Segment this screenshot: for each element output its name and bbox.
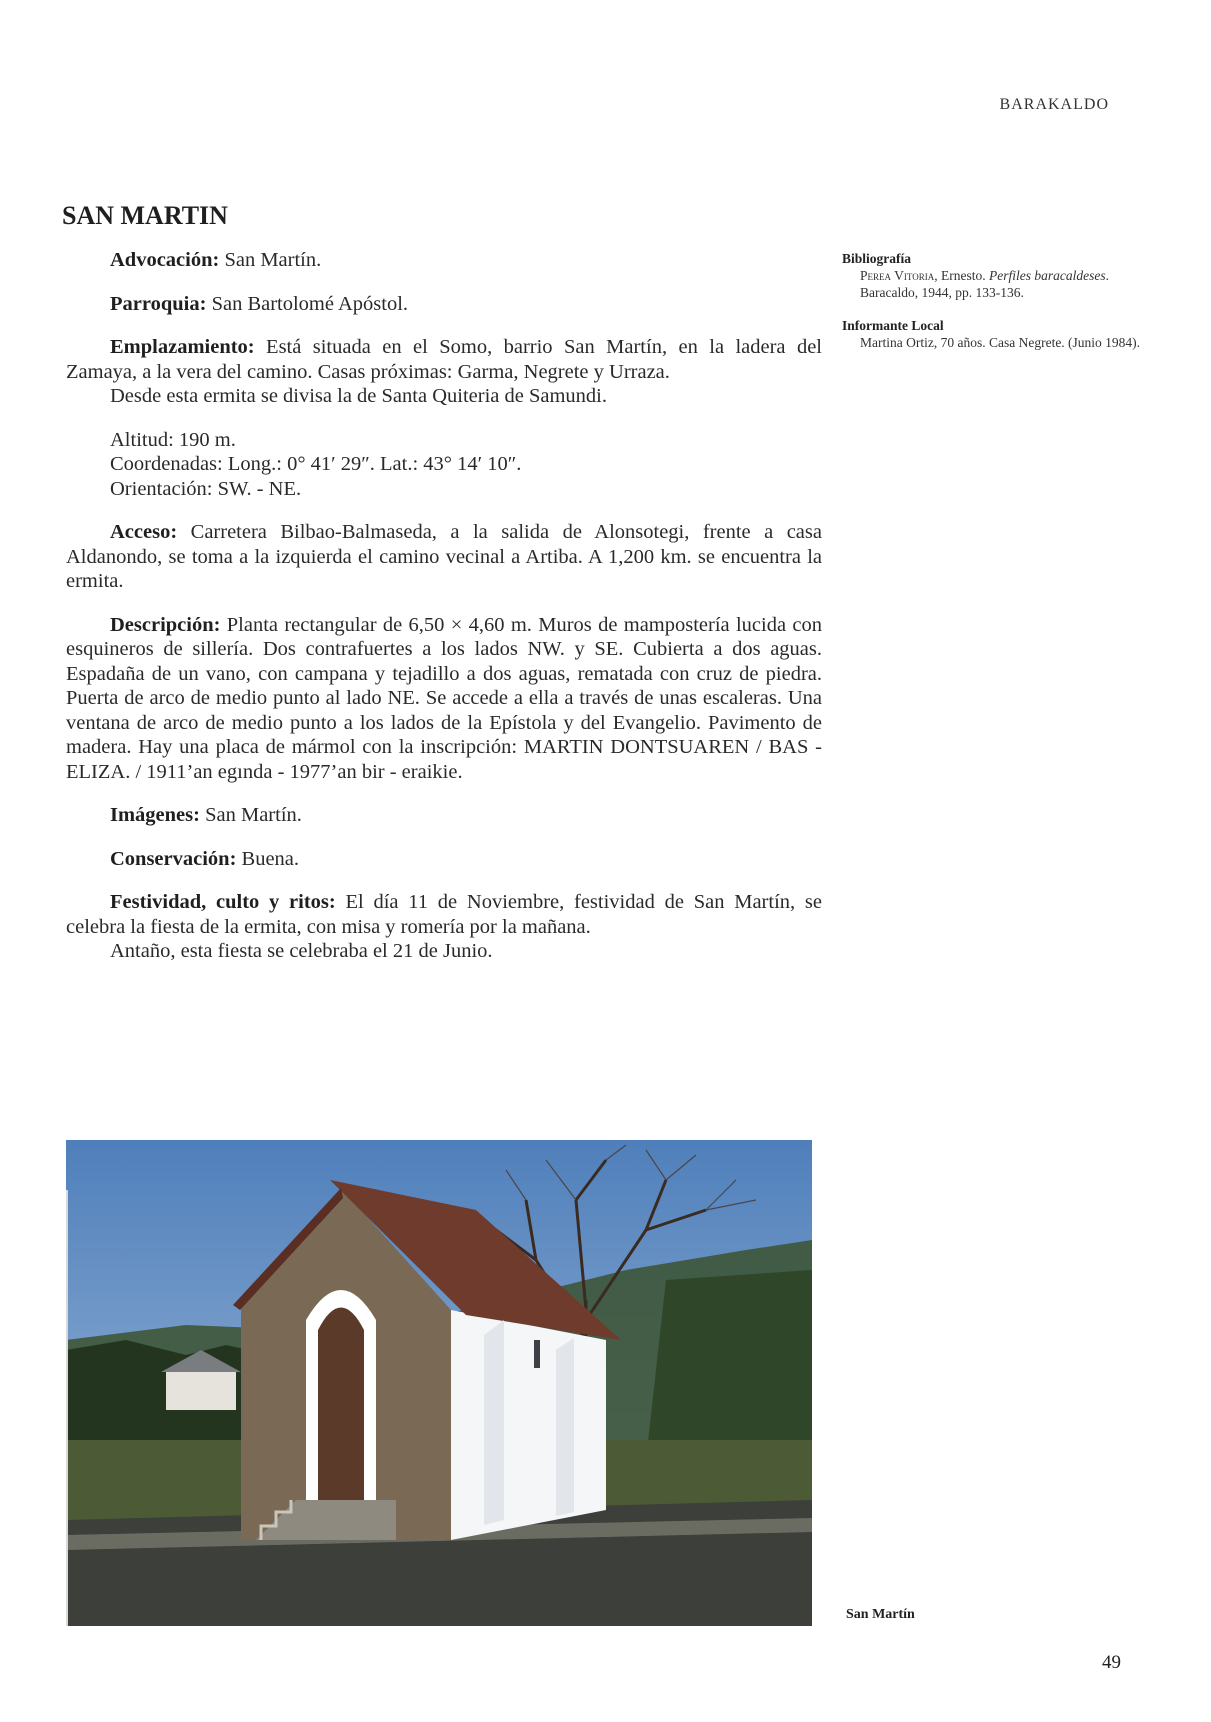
bibliografia-work: Perfiles baracaldeses: [988, 268, 1106, 283]
page-title: SAN MARTIN: [62, 201, 228, 230]
descripcion-paragraph: [66, 613, 822, 785]
bibliografia-rest: . Baracaldo, 1944, pp. 133-136.: [860, 268, 1109, 300]
parroquia-value: San Bartolomé Apóstol.: [211, 292, 409, 315]
bibliografia-entry: [842, 267, 1142, 301]
festividad-paragraph: [66, 890, 822, 939]
emplazamiento-extra: Desde esta ermita se divisa la de Santa Quiteria de Samundi.: [110, 385, 607, 407]
festividad-label: Festividad, culto y ritos:: [110, 891, 336, 913]
advocacion-label: Advocación:: [110, 249, 220, 271]
festividad-extra: Antaño, esta fiesta se celebraba el 21 de Junio.: [110, 940, 493, 962]
advocacion-line: [66, 248, 822, 273]
emplazamiento-paragraph: [66, 335, 822, 384]
festividad-value: El día 11 de Noviembre, festividad de San Martín, se celebra la fiesta de la ermita, con misa y romería por la mañana.: [66, 891, 822, 938]
emplazamiento-label: Emplazamiento:: [110, 336, 255, 358]
sidebar-notes: [842, 250, 1142, 351]
bibliografia-author: Perea Vitoria: [860, 268, 935, 283]
descripcion-value: Planta rectangular de 6,50 × 4,60 m. Muros de mampostería lucida con esquineros de sillería. Dos contrafuertes a los lados NW. y SE. Cubierta a dos aguas. Espadaña de un vano, con campana y tejadillo a dos aguas, rematada con cruz de piedra. Puerta de arco de medio punto al lado NE. Se accede a ella a través de unas escaleras. Una ventana de arco de medio punto a los lados de la Epístola y del Evangelio. Pavimento de madera. Hay una placa de mármol con la inscripción: MARTIN DONTSUAREN / BAS - ELIZA. / 1911’an egında - 1977’an bir - eraikie.: [66, 613, 822, 783]
orientacion-line: Orientación: SW. - NE.: [110, 477, 302, 500]
emplazamiento-value: Está situada en el Somo, barrio San Martín, en la ladera del Zamaya, a la vera del camino. Casas próximas: Garma, Negrete y Urraza.: [66, 336, 822, 383]
imagenes-value: San Martín.: [205, 804, 302, 826]
conservacion-value: Buena.: [241, 847, 300, 870]
page-number: 49: [1102, 1652, 1121, 1673]
descripcion-label: Descripción:: [110, 613, 221, 636]
hermitage-photo: [66, 1140, 812, 1626]
imagenes-label: Imágenes:: [110, 804, 200, 826]
conservacion-label: Conservación:: [110, 847, 237, 870]
running-head: BARAKALDO: [999, 96, 1109, 113]
conservacion-line: [66, 847, 822, 872]
acceso-paragraph: [66, 520, 822, 594]
informante-heading: Informante Local: [842, 318, 944, 333]
altitud-line: Altitud: 190 m.: [110, 428, 236, 451]
coordenadas-line: Coordenadas: Long.: 0° 41′ 29″. Lat.: 43° 14′ 10″.: [110, 453, 522, 475]
parroquia-label: Parroquia:: [110, 292, 207, 315]
main-text: [66, 248, 822, 964]
photo-caption: San Martín: [846, 1607, 915, 1622]
imagenes-line: [66, 803, 822, 828]
parroquia-line: [66, 292, 822, 317]
advocacion-value: San Martín.: [224, 249, 322, 271]
bibliografia-author-rest: , Ernesto.: [934, 268, 986, 283]
acceso-label: Acceso:: [110, 521, 178, 543]
acceso-value: Carretera Bilbao-Balmaseda, a la salida de Alonsotegi, frente a casa Aldanondo, se toma a la izquierda el camino vecinal a Artiba. A 1,200 km. se encuentra la ermita.: [66, 521, 822, 592]
bibliografia-heading: Bibliografía: [842, 251, 912, 266]
informante-text: Martina Ortiz, 70 años. Casa Negrete. (Junio 1984).: [860, 335, 1141, 350]
